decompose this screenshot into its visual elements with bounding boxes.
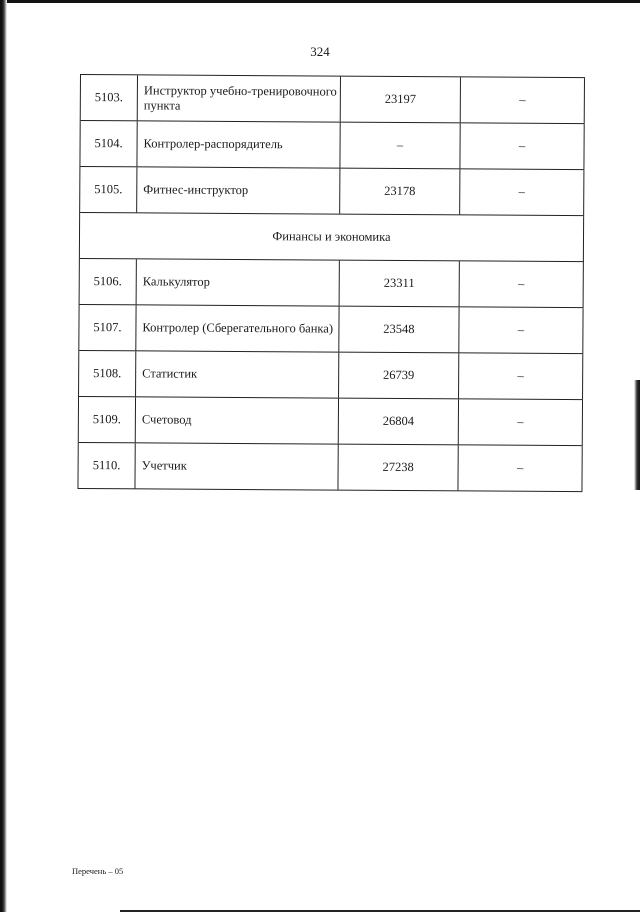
- extra-value: –: [459, 307, 583, 353]
- table-row: [81, 75, 585, 124]
- occupation-name: Контролер (Сберегательного банка): [136, 305, 339, 351]
- table-row: [79, 305, 583, 354]
- table-row: [79, 397, 583, 446]
- occupation-name: Фитнес-инструктор: [137, 167, 340, 213]
- scan-edge-right: [634, 380, 640, 490]
- extra-value: –: [460, 123, 584, 169]
- occupation-code: 23548: [339, 307, 459, 353]
- extra-value: –: [461, 77, 585, 123]
- occupation-name: Инструктор учебно-тренировочного пункта: [138, 75, 341, 121]
- extra-value: –: [459, 353, 583, 399]
- table-row: [80, 121, 584, 170]
- occupation-code: 23197: [341, 77, 461, 123]
- extra-value: –: [459, 399, 583, 445]
- page-number: 324: [310, 44, 330, 59]
- extra-value: –: [460, 169, 584, 215]
- table-row: [80, 259, 584, 308]
- row-number: 5105.: [80, 167, 137, 212]
- row-number: 5106.: [80, 259, 137, 304]
- row-number: 5108.: [79, 351, 136, 396]
- row-number: 5110.: [78, 443, 135, 488]
- occupation-name: Учетчик: [135, 443, 338, 489]
- occupation-name: Контролер-распорядитель: [137, 121, 340, 167]
- occupation-code: 23178: [340, 169, 460, 215]
- scan-edge-top: [6, 0, 640, 3]
- section-heading: Финансы и экономика: [80, 213, 584, 262]
- occupation-code: –: [340, 123, 460, 169]
- table-row: [79, 351, 583, 400]
- row-number: 5104.: [80, 121, 137, 166]
- table-row: [78, 443, 582, 492]
- occupation-name: Калькулятор: [137, 259, 340, 305]
- occupations-table: [77, 74, 585, 492]
- scan-edge-left: [0, 0, 7, 912]
- occupation-code: 27238: [338, 445, 458, 491]
- occupation-name: Статистик: [136, 351, 339, 397]
- table-row: [80, 167, 584, 216]
- occupation-code: 26739: [339, 353, 459, 399]
- occupation-code: 23311: [340, 261, 460, 307]
- row-number: 5103.: [81, 75, 138, 120]
- footer-note: Перечень – 05: [72, 866, 124, 876]
- extra-value: –: [458, 445, 582, 491]
- occupation-code: 26804: [339, 399, 459, 445]
- row-number: 5107.: [79, 305, 136, 350]
- extra-value: –: [460, 261, 584, 307]
- row-number: 5109.: [79, 397, 136, 442]
- occupation-name: Счетовод: [136, 397, 339, 443]
